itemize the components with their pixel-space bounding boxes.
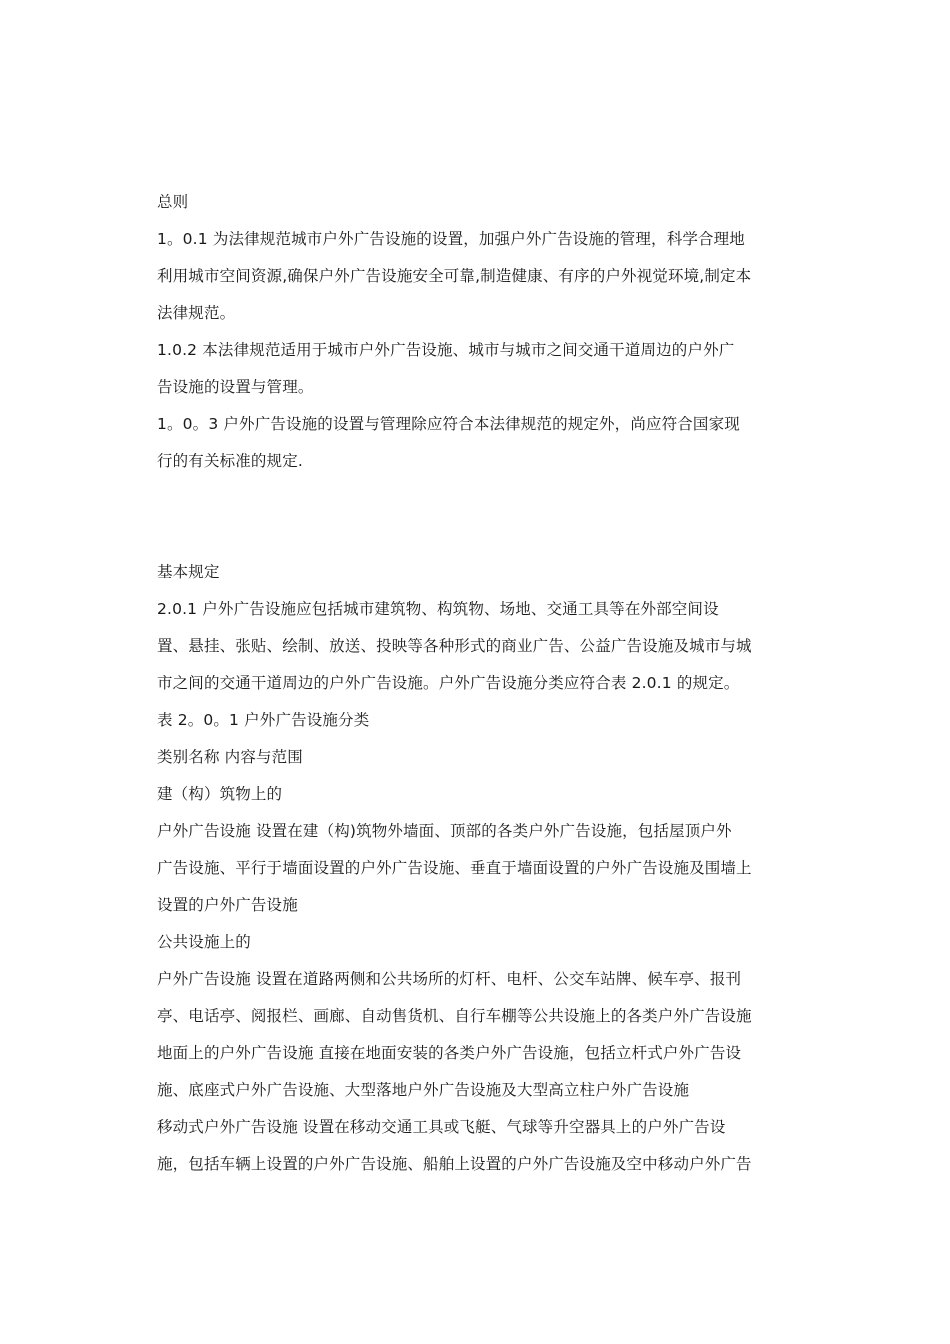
paragraph-line: 告设施的设置与管理。 <box>157 378 314 396</box>
table-row-text: 施、底座式户外广告设施、大型落地户外广告设施及大型高立柱户外广告设施 <box>157 1081 690 1099</box>
paragraph-line: 行的有关标准的规定. <box>157 452 303 470</box>
table-row-text: 设置的户外广告设施 <box>157 896 298 914</box>
table-row-text: 公共设施上的 <box>157 933 251 951</box>
paragraph-line: 市之间的交通干道周边的户外广告设施。户外广告设施分类应符合表 2.0.1 的规定。 <box>157 674 740 692</box>
table-row-text: 地面上的户外广告设施 直接在地面安装的各类户外广告设施，包括立杆式户外广告设 <box>157 1044 742 1062</box>
table-row-text: 户外广告设施 设置在道路两侧和公共场所的灯杆、电杆、公交车站牌、候车亭、报刊 <box>157 970 742 988</box>
paragraph-line: 1。0.1 为法律规范城市户外广告设施的设置，加强户外广告设施的管理，科学合理地 <box>157 230 745 248</box>
table-row-text: 建（构）筑物上的 <box>157 785 283 803</box>
table-row-text: 广告设施、平行于墙面设置的户外广告设施、垂直于墙面设置的户外广告设施及围墙上 <box>157 859 752 877</box>
section-spacer <box>157 517 807 554</box>
paragraph-line: 1.0.2 本法律规范适用于城市户外广告设施、城市与城市之间交通干道周边的户外广 <box>157 341 735 359</box>
table-caption: 表 2。0。1 户外广告设施分类 <box>157 711 370 729</box>
paragraph-line: 法律规范。 <box>157 304 236 322</box>
document-body <box>157 184 807 1183</box>
table-row-text: 亭、电话亭、阅报栏、画廊、自动售货机、自行车棚等公共设施上的各类户外广告设施 <box>157 1007 752 1025</box>
paragraph-line: 置、悬挂、张贴、绘制、放送、投映等各种形式的商业广告、公益广告设施及城市与城 <box>157 637 752 655</box>
paragraph-line: 1。0。3 户外广告设施的设置与管理除应符合本法律规范的规定外，尚应符合国家现 <box>157 415 740 433</box>
paragraph-line: 2.0.1 户外广告设施应包括城市建筑物、构筑物、场地、交通工具等在外部空间设 <box>157 600 719 618</box>
table-row-text: 户外广告设施 设置在建（构)筑物外墙面、顶部的各类户外广告设施，包括屋顶户外 <box>157 822 732 840</box>
section-spacer <box>157 480 807 517</box>
section-heading: 基本规定 <box>157 563 220 581</box>
table-row-text: 移动式户外广告设施 设置在移动交通工具或飞艇、气球等升空器具上的户外广告设 <box>157 1118 726 1136</box>
section-heading: 总则 <box>157 193 189 211</box>
table-row-text: 施，包括车辆上设置的户外广告设施、船舶上设置的户外广告设施及空中移动户外广告 <box>157 1155 752 1173</box>
paragraph-line: 利用城市空间资源,确保户外广告设施安全可靠,制造健康、有序的户外视觉环境,制定本 <box>157 267 752 285</box>
table-header: 类别名称 内容与范围 <box>157 748 303 766</box>
